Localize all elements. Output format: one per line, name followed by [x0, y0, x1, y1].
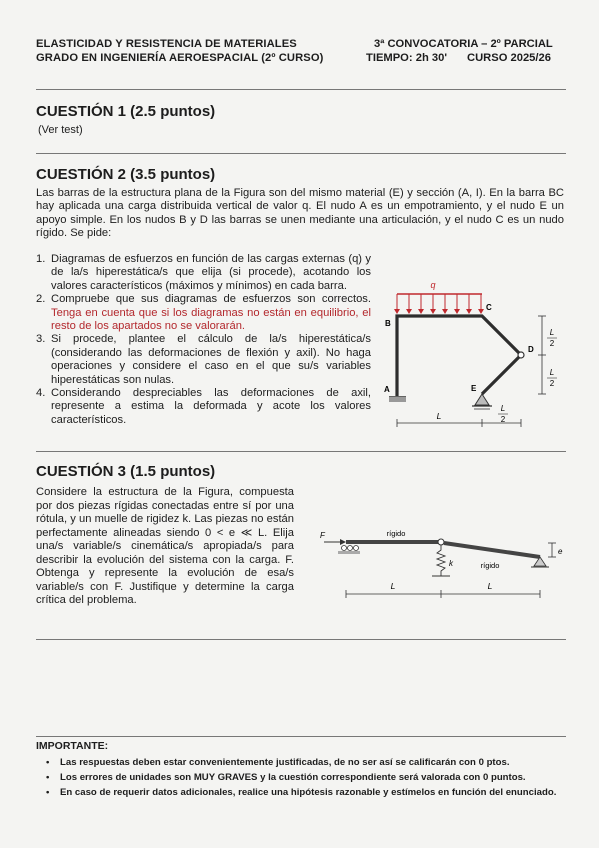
fixed-support-A — [389, 397, 406, 402]
header-left — [36, 37, 323, 65]
important-list — [46, 755, 556, 800]
pin-support-right — [531, 557, 549, 567]
frame — [397, 316, 521, 396]
distributed-load — [394, 294, 484, 314]
dim-vert-num-1: L — [549, 328, 555, 337]
node-A: A — [384, 385, 390, 394]
length-dimension — [346, 590, 540, 598]
node-E: E — [471, 384, 477, 393]
divider — [36, 153, 566, 154]
q2-intro: Las barras de la estructura plana de la Figura son del mismo material (E) y sección (A, I). En la barra BC hay aplicada una carga distribuida vertical de valor q. El nudo A es un empotramiento, y el nudo E un apoyo simple. En los nudos B y D las barras se unen mediante una articulación, y el nudo C es un nudo rígido. Se pide: — [36, 187, 564, 240]
hinge — [438, 539, 444, 545]
pinned-support-E — [472, 394, 492, 409]
q2-item: 1. Diagramas de esfuerzos en función de las cargas externas (q) y de la/s hiperestática/s que elija (si procede), acotando los valores característicos (máximos y mínimos) en cada barra. — [36, 253, 371, 292]
hinge-D — [518, 352, 524, 358]
exam-call: 3ª CONVOCATORIA – 2º PARCIAL — [374, 38, 553, 50]
q1-title: CUESTIÓN 1 (2.5 puntos) — [36, 103, 216, 120]
course-year: CURSO 2025/26 — [467, 52, 551, 64]
dim-half-den: 2 — [500, 415, 506, 424]
divider — [36, 89, 566, 90]
force-label: F — [320, 531, 325, 540]
spring — [432, 545, 450, 576]
dim-vert-den-2: 2 — [549, 379, 555, 388]
header-right — [366, 37, 553, 65]
q2-title: CUESTIÓN 2 (3.5 puntos) — [36, 166, 216, 183]
offset-dimension — [548, 543, 556, 557]
exam-time: TIEMPO: 2h 30' — [366, 52, 447, 64]
q3-text: Considere la estructura de la Figura, compuesta por dos piezas rígidas conectadas entre sí por una rótula, y un muelle de rigidez k. Las piezas no están perfectamente alineadas siendo 0 < e ≪ L. Elija una/s variable/s cinemática/s apropiada/s para describir la evolución del sistema con la carga. F. Obtenga y represente la evolución de esa/s variable/s con F. Justifique y determine la carga crítica del problema. — [36, 486, 294, 606]
q2-figure — [370, 278, 570, 430]
q2-item: 2. Compruebe que sus diagramas de esfuerzos son correctos. Tenga en cuenta que si los diagramas no están en equilibrio, el resto de los apartados no se valorarán. — [36, 293, 371, 333]
q3-title: CUESTIÓN 3 (1.5 puntos) — [36, 463, 216, 480]
divider — [36, 736, 566, 737]
important-item: • Las respuestas deben estar convenientemente justificadas, de no ser así se calificarán con 0 ptos. — [46, 757, 510, 768]
dim-half-num: L — [500, 404, 506, 413]
dim-vert-num-2: L — [549, 368, 555, 377]
divider — [36, 639, 566, 640]
q1-note: (Ver test) — [38, 124, 83, 136]
important-item: • En caso de requerir datos adicionales, realice una hipótesis razonable y estímelos en función del enunciado. — [46, 787, 557, 798]
length-L2: L — [487, 581, 493, 591]
divider — [36, 451, 566, 452]
dimension-vertical — [538, 316, 546, 394]
node-D: D — [528, 345, 534, 354]
q2-warning: Tenga en cuenta que si los diagramas no están en equilibrio, el resto de los apartados no se valorarán. — [51, 306, 371, 333]
node-B: B — [385, 319, 391, 328]
q3-figure — [318, 524, 576, 606]
important-item: • Los errores de unidades son MUY GRAVES y la cuestión correspondiente será valorada con 0 puntos. — [46, 772, 526, 783]
rigid-bar-2 — [444, 543, 540, 557]
load-label: q — [430, 280, 436, 290]
q2-items — [36, 253, 371, 427]
roller-support — [338, 546, 360, 555]
spring-label: k — [449, 559, 453, 568]
degree-title: GRADO EN INGENIERÍA AEROESPACIAL (2º CURSO) — [36, 52, 324, 64]
offset-label: e — [558, 547, 563, 556]
dim-vert-den-1: 2 — [549, 339, 555, 348]
important-title: IMPORTANTE: — [36, 740, 109, 752]
q2-item: 3. Si procede, plantee el cálculo de la/s hiperestática/s (considerando las deformaciones de flexión y axil). No haga operaciones y considere el caso en el que su/s variables hiperestáticas son nulas. — [36, 333, 371, 386]
subject-title: ELASTICIDAD Y RESISTENCIA DE MATERIALES — [36, 38, 297, 50]
dim-L: L — [436, 411, 442, 421]
rigid-label-2: rígido — [480, 561, 500, 570]
node-C: C — [486, 303, 492, 312]
force-arrow — [324, 539, 346, 545]
q2-item: 4. Considerando despreciables las deformaciones de axil, represente a estima la deformada y acote los valores característicos. — [36, 387, 371, 426]
rigid-label-1: rígido — [386, 529, 406, 538]
length-L1: L — [390, 581, 396, 591]
